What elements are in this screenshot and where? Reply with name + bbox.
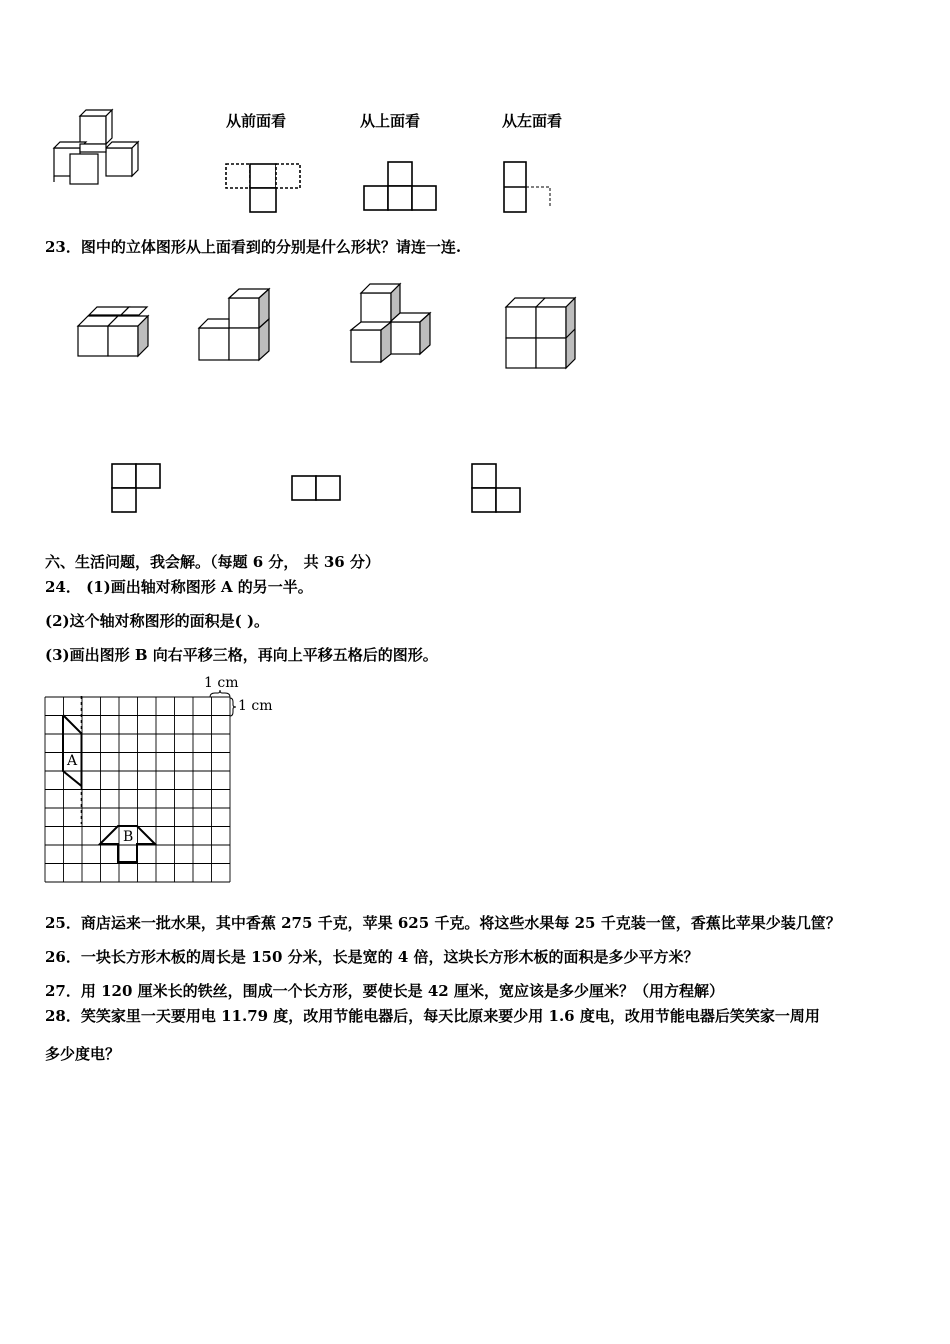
top-shape-1	[111, 463, 163, 515]
solid-figure-2	[198, 288, 273, 363]
top-shape-3	[471, 463, 523, 515]
grid-figure	[44, 696, 234, 886]
left-view-figure	[502, 160, 558, 214]
question-27-text: 27．用 120 厘米长的铁丝，围成一个长方形，要使长是 42 厘米，宽应该是多少厘米？（用方程解）	[45, 982, 724, 1000]
view-front-label: 从前面看	[226, 112, 287, 130]
front-view-figure	[225, 160, 305, 214]
view-left-label: 从左面看	[502, 112, 563, 130]
question-28-line-2: 多少度电？	[45, 1045, 121, 1063]
question-24-line-2: (2)这个轴对称图形的面积是( )。	[45, 612, 270, 630]
shape-a-label: A	[67, 753, 78, 769]
shape-b-label: B	[123, 829, 134, 845]
shape-a-half	[63, 715, 82, 786]
question-24-line-1: 24． (1)画出轴对称图形 A 的另一半。	[45, 578, 313, 596]
question-24-line-3: (3)画出图形 B 向右平移三格，再向上平移五格后的图形。	[45, 646, 438, 664]
view-top-label: 从上面看	[360, 112, 421, 130]
top-shape-2	[291, 475, 343, 503]
section-6-title: 六、生活问题，我会解。（每题 6 分， 共 36 分）	[45, 553, 380, 571]
scale-horizontal-label: 1 cm	[204, 675, 239, 691]
scale-vertical-label: 1 cm	[238, 698, 273, 714]
scale-horizontal-brace	[209, 690, 231, 698]
question-28-line-1: 28．笑笑家里一天要用电 11.79 度，改用节能电器后，每天比原来要少用 1.6 度电，改用节能电器后笑笑家一周用	[45, 1007, 820, 1025]
solid-figure-3	[350, 282, 435, 364]
top-view-figure	[362, 160, 442, 214]
scale-vertical-brace	[230, 697, 238, 717]
question-26-text: 26．一块长方形木板的周长是 150 分米，长是宽的 4 倍，这块长方形木板的面积是多少平方米？	[45, 948, 699, 966]
solid-figure-1	[77, 305, 152, 360]
solid-figure-4	[505, 297, 580, 372]
question-25-text: 25．商店运来一批水果，其中香蕉 275 千克，苹果 625 千克。将这些水果每 25 千克装一筐，香蕉比苹果少装几筐？	[45, 914, 841, 932]
question-23-text: 23．图中的立体图形从上面看到的分别是什么形状？请连一连.	[45, 238, 462, 256]
cube-structure-figure	[50, 108, 160, 190]
